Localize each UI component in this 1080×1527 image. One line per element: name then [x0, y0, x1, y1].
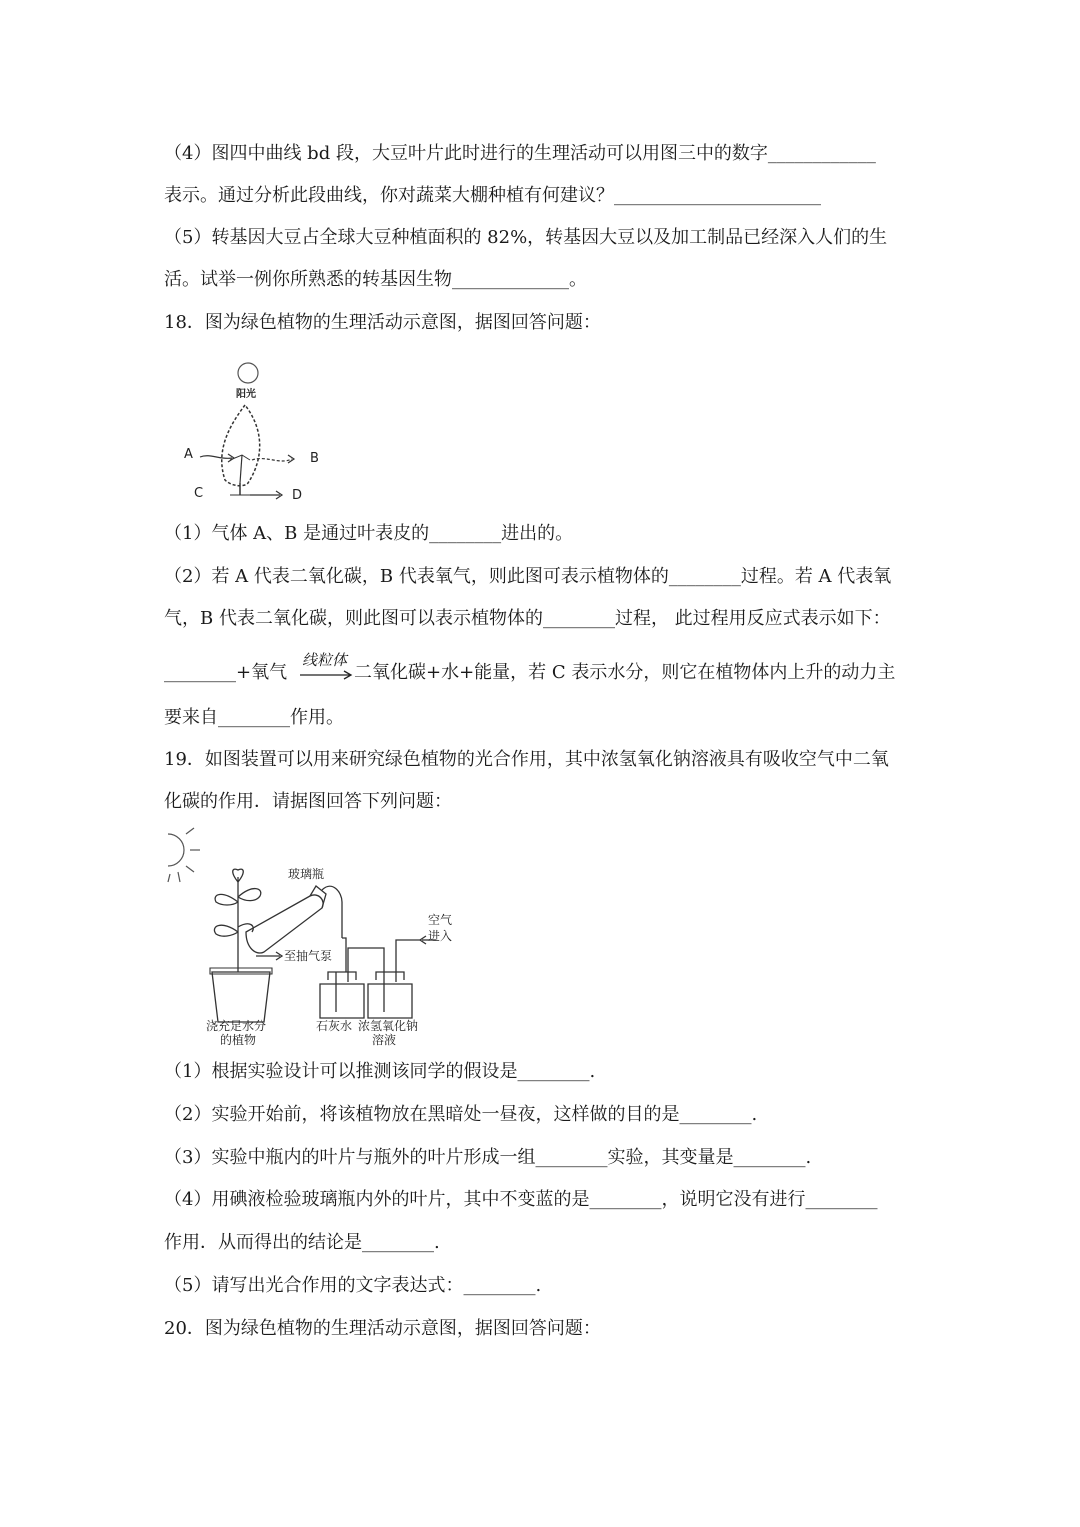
- naoh-label-1: 浓氢氧化钠: [358, 1019, 419, 1033]
- q19-apparatus-diagram: [160, 822, 460, 1052]
- q19-part1: （1）根据实验设计可以推测该同学的假设是________.: [164, 1061, 596, 1082]
- plant-label-2: 的植物: [220, 1033, 257, 1047]
- sun-icon: [168, 828, 200, 882]
- q18-part2-line4: 要来自________作用。: [164, 707, 344, 728]
- limewater-label: 石灰水: [316, 1019, 353, 1033]
- naoh-bottle: [368, 972, 412, 1018]
- q18-title: 18．图为绿色植物的生理活动示意图，据图回答问题：: [164, 312, 601, 333]
- pump-label: 至抽气泵: [284, 949, 333, 963]
- q17-part5-line2: 活。试举一例你所熟悉的转基因生物_____________。: [164, 269, 587, 290]
- q18-equation-arrow-label: 线粒体: [302, 651, 348, 669]
- q20-title: 20．图为绿色植物的生理活动示意图，据图回答问题：: [164, 1318, 601, 1339]
- q19-title-line1: 19．如图装置可以用来研究绿色植物的光合作用，其中浓氢氧化钠溶液具有吸收空气中二氧: [164, 749, 889, 770]
- reaction-arrow-icon: [298, 670, 354, 680]
- q18-part2-line1: （2）若 A 代表二氧化碳，B 代表氧气，则此图可表示植物体的________过程。若 A 代表氧: [164, 566, 892, 587]
- air-label-2: 进入: [428, 929, 453, 943]
- q18-equation-right: 二氧化碳+水+能量，若 C 表示水分，则它在植物体内上升的动力主: [354, 662, 896, 683]
- glass-bottle: [246, 886, 326, 953]
- q19-part5: （5）请写出光合作用的文字表达式：________.: [164, 1275, 542, 1296]
- bottle-label: 玻璃瓶: [288, 867, 325, 881]
- q19-part3: （3）实验中瓶内的叶片与瓶外的叶片形成一组________实验，其变量是________.: [164, 1147, 812, 1168]
- q17-part5-line1: （5）转基因大豆占全球大豆种植面积的 82%，转基因大豆以及加工制品已经深入人们的生: [164, 227, 888, 248]
- naoh-label-2: 溶液: [372, 1033, 397, 1047]
- plant-label-1: 浇充足水分: [206, 1019, 267, 1033]
- q17-part4-line1: （4）图四中曲线 bd 段，大豆叶片此时进行的生理活动可以用图三中的数字____________: [164, 143, 876, 164]
- q18-part1: （1）气体 A、B 是通过叶表皮的________进出的。: [164, 523, 574, 544]
- q18-part2-line2: 气，B 代表二氧化碳，则此图可以表示植物体的________过程， 此过程用反应式表示如下：: [164, 608, 891, 629]
- flower-pot: [212, 972, 270, 1022]
- label-c: C: [194, 486, 204, 501]
- sun-label: 阳光: [236, 389, 256, 400]
- air-label-1: 空气: [428, 913, 453, 927]
- label-d: D: [292, 488, 303, 503]
- plant-illustration: [214, 869, 260, 972]
- sun-icon: [238, 363, 258, 383]
- q18-equation-left: ________+氧气: [164, 662, 288, 683]
- q19-title-line2: 化碳的作用．请据图回答下列问题：: [164, 791, 452, 812]
- q19-part2: （2）实验开始前，将该植物放在黑暗处一昼夜，这样做的目的是________.: [164, 1104, 758, 1125]
- q18-leaf-diagram: [170, 355, 340, 505]
- label-b: B: [310, 451, 319, 466]
- q19-part4-line2: 作用．从而得出的结论是________.: [164, 1232, 440, 1253]
- label-a: A: [184, 447, 193, 462]
- limewater-bottle: [320, 972, 364, 1018]
- q19-part4-line1: （4）用碘液检验玻璃瓶内外的叶片，其中不变蓝的是________，说明它没有进行________: [164, 1189, 878, 1210]
- q17-part4-line2: 表示。通过分析此段曲线，你对蔬菜大棚种植有何建议？_______________________: [164, 185, 821, 206]
